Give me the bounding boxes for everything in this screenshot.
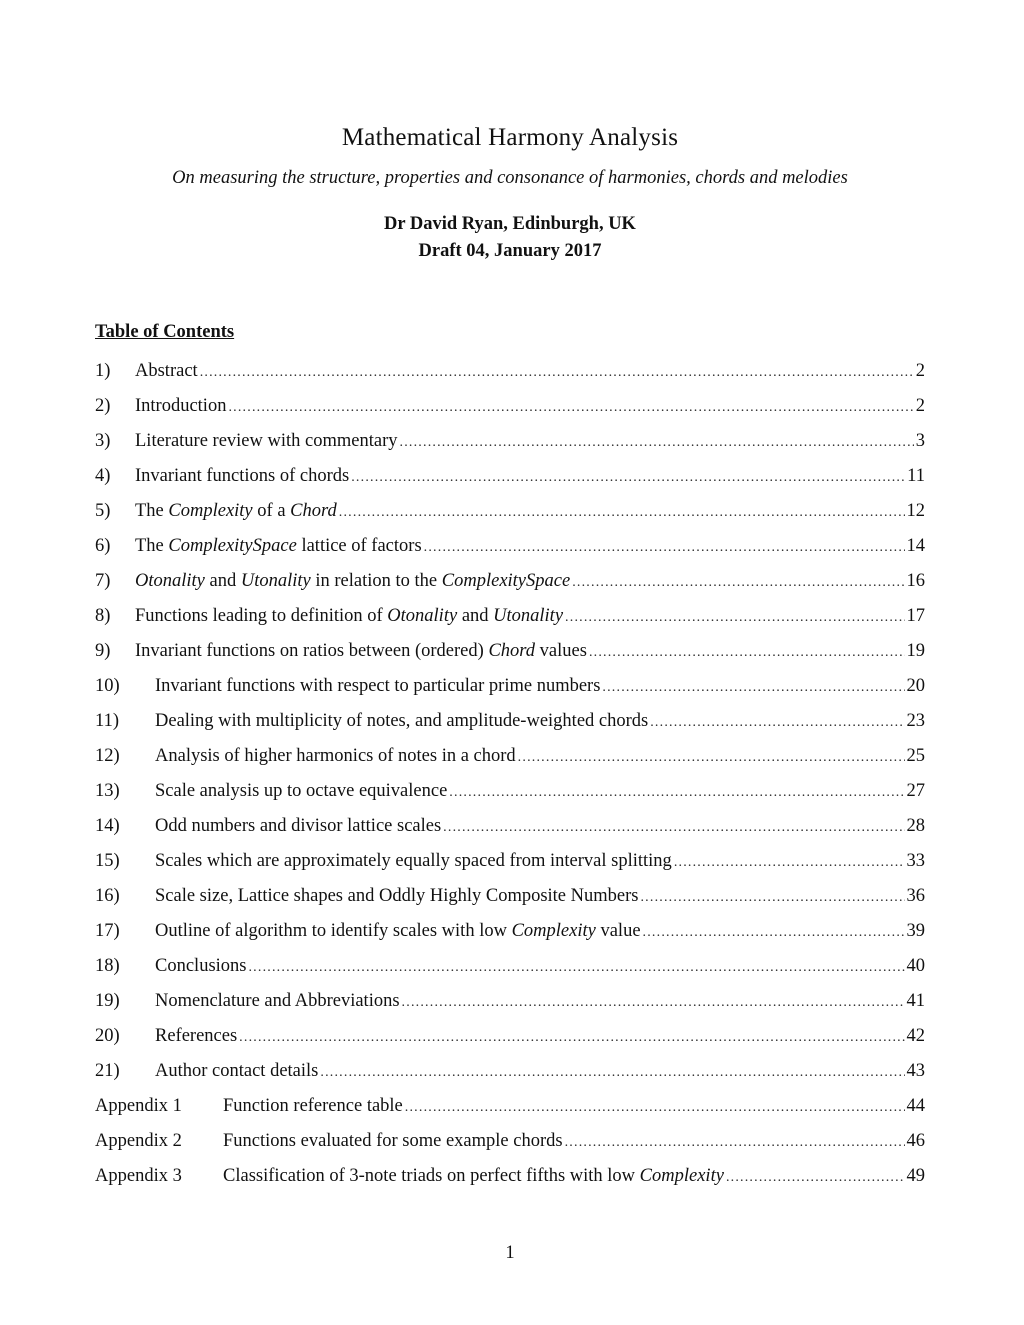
toc-entry-title-italic: Chord (488, 641, 536, 661)
toc-dot-leader (443, 813, 904, 843)
toc-entry-number: 10) (95, 676, 120, 696)
toc-entry-body (135, 531, 907, 563)
toc-entry[interactable] (95, 846, 925, 881)
toc-entry[interactable] (95, 461, 925, 496)
toc-dot-leader (400, 428, 914, 458)
toc-entry-title (155, 1056, 318, 1086)
toc-dot-leader (602, 673, 904, 703)
toc-entry-page: 25 (906, 746, 925, 766)
toc-entry-page: 19 (906, 641, 925, 661)
toc-entry-number: Appendix 1 (95, 1096, 182, 1116)
toc-entry-title (135, 636, 587, 666)
toc-entry-page: 2 (915, 361, 925, 381)
toc-entry[interactable] (95, 916, 925, 951)
toc-entry-title-segment: Classification of 3-note triads on perfect fifths with low (223, 1166, 640, 1186)
toc-entry-title (155, 671, 600, 701)
toc-entry-number: 19) (95, 991, 120, 1011)
toc-entry-number: 11) (95, 711, 119, 731)
toc-entry-title-segment: Introduction (135, 396, 227, 416)
toc-entry-title (223, 1091, 403, 1121)
toc-entry-body (135, 426, 916, 458)
toc-entry[interactable] (95, 986, 925, 1021)
toc-entry-title-segment: in relation to the (310, 571, 442, 591)
toc-entry-title (155, 881, 638, 911)
toc-dot-leader (589, 638, 905, 668)
toc-entry-page: 2 (915, 396, 925, 416)
toc-entry-title-segment: Scale size, Lattice shapes and Oddly Highly Composite Numbers (155, 886, 639, 906)
toc-entry-page: 28 (906, 816, 925, 836)
toc-entry-body (155, 951, 907, 983)
toc-entry-page: 17 (906, 606, 925, 626)
toc-entry-title (155, 1021, 237, 1051)
toc-entry[interactable] (95, 496, 925, 531)
toc-dot-leader (726, 1163, 905, 1193)
toc-dot-leader (402, 988, 905, 1018)
toc-entry-number: 20) (95, 1026, 120, 1046)
toc-entry-body (155, 741, 907, 773)
toc-entry-body (155, 986, 907, 1018)
toc-entry-page: 16 (906, 571, 925, 591)
toc-entry-number: 6) (95, 536, 111, 556)
toc-entry-title-italic: ComplexitySpace (441, 571, 571, 591)
toc-entry-page: 40 (906, 956, 925, 976)
toc-entry-body (135, 391, 916, 423)
toc-entry-title-italic: Otonality (387, 606, 458, 626)
toc-dot-leader (351, 463, 905, 493)
toc-entry-title-segment: Nomenclature and Abbreviations (155, 991, 400, 1011)
toc-entry-title (135, 426, 398, 456)
toc-entry-number: 2) (95, 396, 111, 416)
toc-entry-title (155, 706, 648, 736)
toc-entry-number: 9) (95, 641, 111, 661)
toc-entry-title-segment: Invariant functions with respect to particular prime numbers (155, 676, 601, 696)
toc-entry-page: 20 (906, 676, 925, 696)
toc-dot-leader (239, 1023, 904, 1053)
toc-entry-body (155, 1021, 907, 1053)
toc-entry-title-segment: value (595, 921, 641, 941)
toc-entry-title (155, 846, 672, 876)
toc-entry-title-segment: Scale analysis up to octave equivalence (155, 781, 448, 801)
toc-entry-title-italic: Otonality (135, 571, 205, 591)
toc-entry-title-italic: ComplexitySpace (168, 536, 297, 556)
toc-dot-leader (640, 883, 904, 913)
page-number: 1 (505, 1243, 515, 1263)
toc-entry-page: 46 (906, 1131, 925, 1151)
toc-entry[interactable] (95, 1126, 925, 1161)
toc-entry-number: 17) (95, 921, 120, 941)
toc-entry-number: 15) (95, 851, 120, 871)
toc-entry-title-italic: Complexity (639, 1166, 724, 1186)
toc-entry-title (155, 741, 516, 771)
toc-entry[interactable] (95, 811, 925, 846)
toc-entry-body (155, 916, 907, 948)
toc-entry[interactable] (95, 741, 925, 776)
toc-entry[interactable] (95, 601, 925, 636)
toc-entry-page: 49 (906, 1166, 925, 1186)
toc-dot-leader (424, 533, 905, 563)
toc-entry-page: 43 (906, 1061, 925, 1081)
toc-entry-number: 13) (95, 781, 120, 801)
toc-entry-body (155, 776, 907, 808)
toc-entry[interactable] (95, 1056, 925, 1091)
toc-entry[interactable] (95, 391, 925, 426)
toc-entry-title-segment: The (135, 536, 169, 556)
toc-entry-title-segment: Functions evaluated for some example chords (223, 1131, 563, 1151)
toc-entry-number: 21) (95, 1061, 120, 1081)
toc-entry-body (155, 881, 907, 913)
toc-dot-leader (643, 918, 905, 948)
toc-entry-number: 16) (95, 886, 120, 906)
toc-entry-body (135, 601, 907, 633)
toc-entry-body (135, 461, 907, 493)
toc-entry-page: 3 (915, 431, 925, 451)
toc-entry-page: 14 (906, 536, 925, 556)
toc-entry-title-italic: Chord (290, 501, 337, 521)
toc-dot-leader (565, 1128, 905, 1158)
toc-entry-title-segment: Scales which are approximately equally spaced from interval splitting (155, 851, 672, 871)
toc-entry-number: 1) (95, 361, 111, 381)
toc-entry-title (155, 776, 447, 806)
toc-entry-number: 12) (95, 746, 120, 766)
toc-entry-body (155, 811, 907, 843)
toc-dot-leader (339, 498, 905, 528)
toc-entry-title-segment: Author contact details (155, 1061, 319, 1081)
toc-entry-title (155, 986, 400, 1016)
toc-entry-title-italic: Utonality (240, 571, 311, 591)
table-of-contents (95, 356, 925, 1196)
toc-entry-title-segment: Function reference table (223, 1096, 403, 1116)
toc-entry-page: 44 (906, 1096, 925, 1116)
toc-dot-leader (228, 393, 913, 423)
toc-dot-leader (650, 708, 904, 738)
toc-entry-title (155, 811, 441, 841)
toc-entry-page: 36 (906, 886, 925, 906)
toc-entry-number: 3) (95, 431, 111, 451)
toc-entry-body (135, 356, 916, 388)
toc-entry-body (135, 566, 907, 598)
toc-entry-number: 14) (95, 816, 120, 836)
toc-entry-title-segment: Odd numbers and divisor lattice scales (155, 816, 442, 836)
toc-entry[interactable] (95, 776, 925, 811)
toc-entry-title-italic: Complexity (511, 921, 596, 941)
toc-entry-title-segment: of a (252, 501, 291, 521)
toc-dot-leader (674, 848, 905, 878)
toc-entry[interactable] (95, 426, 925, 461)
toc-entry-number: Appendix 3 (95, 1166, 182, 1186)
toc-dot-leader (320, 1058, 904, 1088)
toc-entry-title-segment: Abstract (135, 361, 198, 381)
toc-dot-leader (518, 743, 905, 773)
author-line: Dr David Ryan, Edinburgh, UK (384, 214, 636, 234)
toc-heading: Table of Contents (95, 322, 235, 342)
draft-line: Draft 04, January 2017 (418, 241, 602, 261)
toc-entry-page: 41 (906, 991, 925, 1011)
toc-entry-page: 39 (906, 921, 925, 941)
toc-entry-title-segment: and (457, 606, 494, 626)
toc-entry[interactable] (95, 636, 925, 671)
toc-entry[interactable] (95, 1161, 925, 1196)
toc-entry-title-segment: Dealing with multiplicity of notes, and amplitude-weighted chords (155, 711, 649, 731)
toc-entry-title (135, 461, 349, 491)
toc-entry-number: Appendix 2 (95, 1131, 182, 1151)
toc-entry[interactable] (95, 566, 925, 601)
toc-entry-title (135, 496, 337, 526)
toc-entry-title-segment: Outline of algorithm to identify scales with low (155, 921, 512, 941)
toc-entry-title-segment: References (155, 1026, 238, 1046)
toc-entry-page: 23 (906, 711, 925, 731)
toc-entry-page: 27 (906, 781, 925, 801)
toc-entry-title (223, 1161, 724, 1191)
toc-entry-title (135, 531, 422, 561)
toc-entry-title-italic: Utonality (493, 606, 564, 626)
toc-entry-title-segment: values (535, 641, 587, 661)
document-subtitle: On measuring the structure, properties and consonance of harmonies, chords and melodies (172, 168, 848, 188)
toc-entry-body (155, 671, 907, 703)
toc-entry-page: 11 (907, 466, 925, 486)
toc-entry-title-segment: The (135, 501, 169, 521)
toc-entry-title-segment: Functions leading to definition of (135, 606, 388, 626)
document-title: Mathematical Harmony Analysis (341, 124, 679, 151)
toc-entry-number: 5) (95, 501, 111, 521)
toc-entry-number: 18) (95, 956, 120, 976)
toc-dot-leader (572, 568, 904, 598)
toc-entry-page: 33 (906, 851, 925, 871)
toc-entry-page: 12 (906, 501, 925, 521)
toc-entry-title-italic: Complexity (168, 501, 253, 521)
toc-entry-title (135, 391, 226, 421)
toc-entry-title-segment: Conclusions (155, 956, 247, 976)
toc-dot-leader (405, 1093, 905, 1123)
toc-entry[interactable] (95, 531, 925, 566)
toc-entry-body (223, 1091, 907, 1123)
toc-entry-body (155, 1056, 907, 1088)
toc-entry-body (155, 846, 907, 878)
toc-entry-title (135, 566, 570, 596)
toc-entry-body (223, 1126, 907, 1158)
toc-entry[interactable] (95, 671, 925, 706)
toc-entry-title-segment: Literature review with commentary (135, 431, 398, 451)
toc-entry-title-segment: Analysis of higher harmonics of notes in a chord (155, 746, 516, 766)
toc-entry[interactable] (95, 1091, 925, 1126)
toc-entry-title (135, 356, 198, 386)
toc-entry-title-segment: and (204, 571, 241, 591)
toc-entry[interactable] (95, 951, 925, 986)
toc-dot-leader (449, 778, 904, 808)
toc-entry-number: 4) (95, 466, 111, 486)
toc-entry-body (135, 496, 907, 528)
toc-dot-leader (200, 358, 914, 388)
toc-entry-title-segment: Invariant functions of chords (135, 466, 350, 486)
toc-entry[interactable] (95, 356, 925, 391)
toc-entry-body (155, 706, 907, 738)
toc-entry-title (223, 1126, 563, 1156)
toc-entry-number: 8) (95, 606, 111, 626)
toc-entry-title-segment: lattice of factors (296, 536, 422, 556)
toc-entry-body (135, 636, 907, 668)
toc-entry-number: 7) (95, 571, 111, 591)
toc-dot-leader (248, 953, 904, 983)
toc-entry[interactable] (95, 881, 925, 916)
toc-entry-body (223, 1161, 907, 1193)
toc-entry-title (135, 601, 563, 631)
toc-entry-page: 42 (906, 1026, 925, 1046)
toc-entry-title (155, 916, 641, 946)
toc-entry-title-segment: Invariant functions on ratios between (ordered) (135, 641, 489, 661)
toc-dot-leader (565, 603, 904, 633)
toc-entry[interactable] (95, 1021, 925, 1056)
toc-entry[interactable] (95, 706, 925, 741)
toc-entry-title (155, 951, 246, 981)
